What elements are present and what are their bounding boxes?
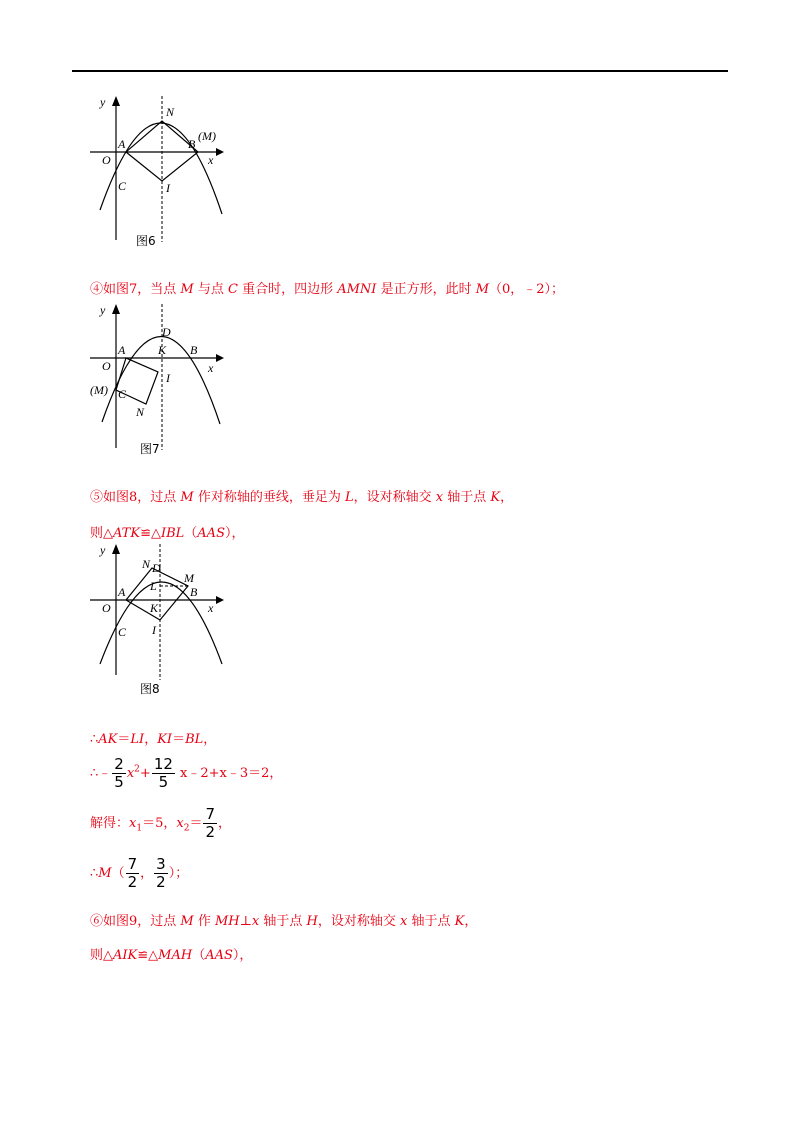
svg-text:I: I (166, 371, 170, 385)
figure-6-caption: 图6 (136, 234, 156, 248)
svg-text:x: x (208, 361, 214, 375)
fraction-2-5: $\frac{2}{5}$ (114, 755, 124, 791)
equation-line: ∴﹣ $\frac{2}{5}$ $x^2+$ $\frac{12}{5}$ x﹣2+x﹣3＝2， (90, 755, 283, 791)
header-rule (72, 70, 728, 72)
figure-8 (88, 540, 238, 685)
svg-text:(M): (M) (90, 383, 108, 397)
label-a: A (118, 137, 126, 151)
case-4-line: ④如图7，当点 M 与点 C 重合时，四边形 AMNI 是正方形，此时 M（0，﹣2）； (90, 282, 565, 297)
svg-text:O: O (102, 601, 111, 615)
solution-line: 解得：$x_1=5$，$x_2=$ $\frac{7}{2}$ ， (90, 805, 232, 841)
fraction-7-2: $\frac{7}{2}$ (205, 805, 216, 841)
y-axis-arrow (112, 96, 120, 106)
label-i: I (166, 181, 170, 195)
svg-text:D: D (162, 325, 171, 339)
svg-text:I: I (152, 623, 156, 637)
svg-text:K: K (158, 343, 167, 357)
svg-text:A: A (118, 343, 126, 357)
label-o: O (102, 153, 111, 167)
svg-text:L: L (150, 579, 157, 593)
svg-text:A: A (118, 585, 126, 599)
label-m: (M) (198, 129, 216, 143)
case-5-line-2: 则△ATK≌△IBL（AAS）， (90, 526, 245, 541)
label-x: x (208, 153, 214, 167)
svg-text:y: y (100, 543, 106, 557)
x-axis-arrow (216, 148, 224, 156)
label-y: y (100, 95, 106, 109)
figure-7 (88, 300, 238, 460)
fraction-12-5: $\frac{12}{5}$ (153, 755, 173, 791)
svg-text:B: B (190, 585, 198, 599)
svg-text:N: N (136, 405, 145, 419)
label-b: B (188, 137, 196, 151)
therefore-line-1: ∴AK＝LI，KI＝BL， (90, 732, 217, 747)
svg-text:C: C (118, 387, 127, 401)
svg-text:x: x (208, 601, 214, 615)
svg-text:C: C (118, 625, 127, 639)
label-n: N (166, 105, 175, 119)
svg-text:M: M (184, 571, 194, 585)
figure-7-caption: 图7 (140, 442, 160, 456)
case-5-line-1: ⑤如图8，过点 M 作对称轴的垂线，垂足为 L，设对称轴交 x 轴于点 K， (90, 490, 514, 505)
label-c: C (118, 179, 127, 193)
figure-6 (88, 92, 238, 252)
case-6-line-1: ⑥如图9，过点 M 作 MH⊥x 轴于点 H，设对称轴交 x 轴于点 K， (90, 914, 478, 929)
figure-8-caption: 图8 (140, 682, 160, 696)
case-6-line-2: 则△AIK≌△MAH（AAS）， (90, 948, 253, 963)
svg-text:D: D (152, 561, 161, 575)
svg-text:O: O (102, 359, 111, 373)
svg-text:y: y (100, 303, 106, 317)
svg-text:B: B (190, 343, 198, 357)
therefore-line-2: ∴M（ $\frac{7}{2}$ ， $\frac{3}{2}$ ）； (90, 855, 189, 891)
svg-text:K: K (150, 601, 159, 615)
svg-text:N: N (142, 557, 151, 571)
